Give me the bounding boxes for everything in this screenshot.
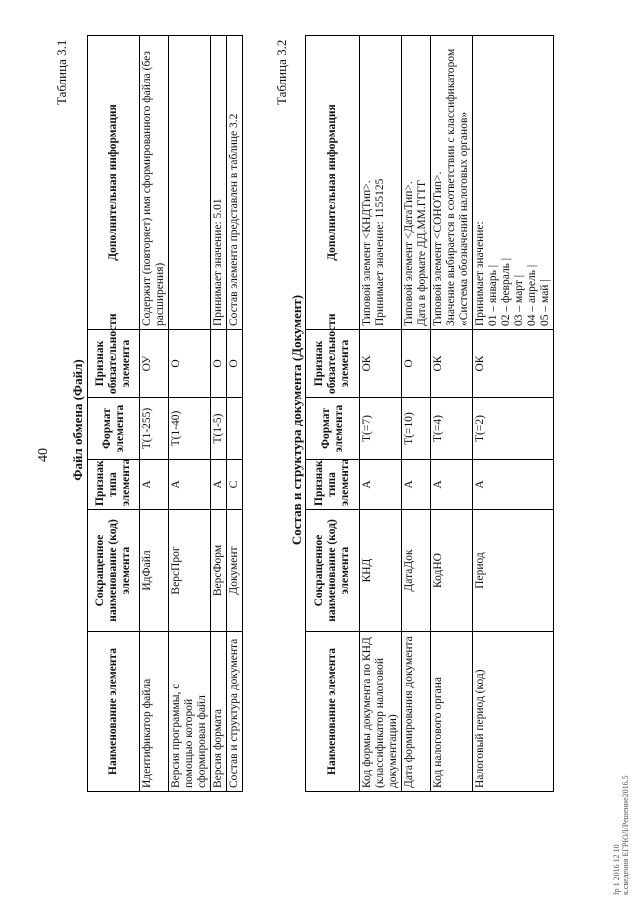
page-number: 40 bbox=[36, 448, 51, 462]
table-document-structure bbox=[305, 35, 554, 792]
table1-label: Таблица 3.1 bbox=[54, 39, 69, 105]
table-cell: Налоговый период (код) bbox=[473, 632, 554, 792]
table-cell: Период bbox=[473, 510, 554, 632]
table-cell: Т(=4) bbox=[431, 398, 473, 460]
table-cell bbox=[227, 398, 243, 460]
info-line: 03 – март | bbox=[513, 274, 525, 326]
table-cell: Т(1-40) bbox=[169, 398, 211, 460]
table-cell: А bbox=[473, 460, 554, 510]
table-cell: А bbox=[431, 460, 473, 510]
table-row bbox=[473, 36, 554, 792]
table1-title: Файл обмена (Файл) bbox=[70, 359, 85, 481]
table-cell: Т(=10) bbox=[402, 398, 431, 460]
table-cell: Документ bbox=[227, 510, 243, 632]
footer-line-2: к.сведения ЕГРЮЛ/Решение2016.5 bbox=[621, 775, 630, 895]
table1-header-cell: Дополнительная информация bbox=[88, 36, 140, 330]
table-cell: Идентификатор файла bbox=[140, 632, 169, 792]
table-cell: КНД bbox=[360, 510, 402, 632]
table-cell: ВерсФорм bbox=[211, 510, 227, 632]
table-cell: Т(=2) bbox=[473, 398, 554, 460]
table-cell: О bbox=[211, 330, 227, 398]
table-cell: ДатаДок bbox=[402, 510, 431, 632]
table2-header-cell: Сокращенное наименование (код) элемента bbox=[306, 510, 360, 632]
info-line: 05 – май | bbox=[539, 279, 551, 326]
table-row bbox=[227, 36, 243, 792]
info-line: Типовой элемент <СОНОТип>. bbox=[432, 171, 444, 326]
table-cell: ОК bbox=[431, 330, 473, 398]
footer-line-1: fp 1 2016 12 10 bbox=[612, 844, 621, 895]
info-line: Типовой элемент <ДатаТип>. bbox=[403, 181, 415, 326]
table-row bbox=[140, 36, 169, 792]
table-cell: ОК bbox=[360, 330, 402, 398]
table1-header-cell: Признак обязательности элемента bbox=[88, 330, 140, 398]
table1-header-cell: Сокращенное наименование (код) элемента bbox=[88, 510, 140, 632]
info-line: Принимает значение: 1155125 bbox=[374, 178, 386, 326]
table-cell: Версия программы, с помощью которой сформирован файл bbox=[169, 632, 211, 792]
table-cell: А bbox=[402, 460, 431, 510]
table-row bbox=[211, 36, 227, 792]
table-cell: ИдФайл bbox=[140, 510, 169, 632]
info-line: 04 – апрель | bbox=[526, 264, 538, 326]
info-line: 02 – февраль | bbox=[500, 257, 512, 326]
info-line: Типовой элемент <КНДТип>. bbox=[361, 180, 373, 326]
table-cell: О bbox=[227, 330, 243, 398]
table-file-exchange bbox=[87, 35, 243, 792]
info-line: 01 – январь | bbox=[487, 265, 499, 326]
table-cell: Т(1-5) bbox=[211, 398, 227, 460]
table-cell: Т(=7) bbox=[360, 398, 402, 460]
table2-header-cell: Наименование элемента bbox=[306, 632, 360, 792]
table1-header-cell: Признак типа элемента bbox=[88, 460, 140, 510]
table-cell: ОУ bbox=[140, 330, 169, 398]
table-cell: Содержит (повторяет) имя сформированного файла (без расширения) bbox=[140, 36, 169, 330]
table-cell: А bbox=[169, 460, 211, 510]
table2-header-cell: Формат элемента bbox=[306, 398, 360, 460]
table-cell: Код формы документа по КНД (классификатор налоговой документации) bbox=[360, 632, 402, 792]
table2-header-cell: Признак обязательности элемента bbox=[306, 330, 360, 398]
table-cell: А bbox=[360, 460, 402, 510]
info-cell bbox=[473, 36, 554, 330]
table-cell: Версия формата bbox=[211, 632, 227, 792]
table-cell: А bbox=[140, 460, 169, 510]
table-cell: Принимает значение: 5.01 bbox=[211, 36, 227, 330]
table-cell: ОК bbox=[473, 330, 554, 398]
footer-stamp bbox=[612, 775, 630, 895]
table-row bbox=[402, 36, 431, 792]
table-row bbox=[169, 36, 211, 792]
table-cell: Состав элемента представлен в таблице 3.2 bbox=[227, 36, 243, 330]
table-row bbox=[431, 36, 473, 792]
table2-header-cell: Дополнительная информация bbox=[306, 36, 360, 330]
table-cell: Т(1-255) bbox=[140, 398, 169, 460]
table2-title: Состав и структура документа (Документ) bbox=[289, 294, 304, 546]
table1-header-cell: Формат элемента bbox=[88, 398, 140, 460]
table-cell: С bbox=[227, 460, 243, 510]
info-line: Дата в формате ДД.ММ.ГГГГ bbox=[416, 179, 428, 326]
table-cell: ВерсПрог bbox=[169, 510, 211, 632]
info-line: Принимает значение: bbox=[474, 221, 486, 326]
table-row bbox=[360, 36, 402, 792]
table2-label: Таблица 3.2 bbox=[274, 39, 289, 105]
table2-header-cell: Признак типа элемента bbox=[306, 460, 360, 510]
table-cell: А bbox=[211, 460, 227, 510]
info-cell bbox=[402, 36, 431, 330]
table-cell: Код налогового органа bbox=[431, 632, 473, 792]
info-line: Значение выбирается в соответствии с классификатором «Система обозначений налоговых органов» bbox=[445, 48, 470, 326]
info-cell bbox=[360, 36, 402, 330]
table-cell: О bbox=[169, 330, 211, 398]
table-cell: Дата формирования документа bbox=[402, 632, 431, 792]
table1-header-cell: Наименование элемента bbox=[88, 632, 140, 792]
info-cell bbox=[431, 36, 473, 330]
table-cell: КодНО bbox=[431, 510, 473, 632]
table-cell bbox=[169, 36, 211, 330]
table-cell: О bbox=[402, 330, 431, 398]
table-cell: Состав и структура документа bbox=[227, 632, 243, 792]
